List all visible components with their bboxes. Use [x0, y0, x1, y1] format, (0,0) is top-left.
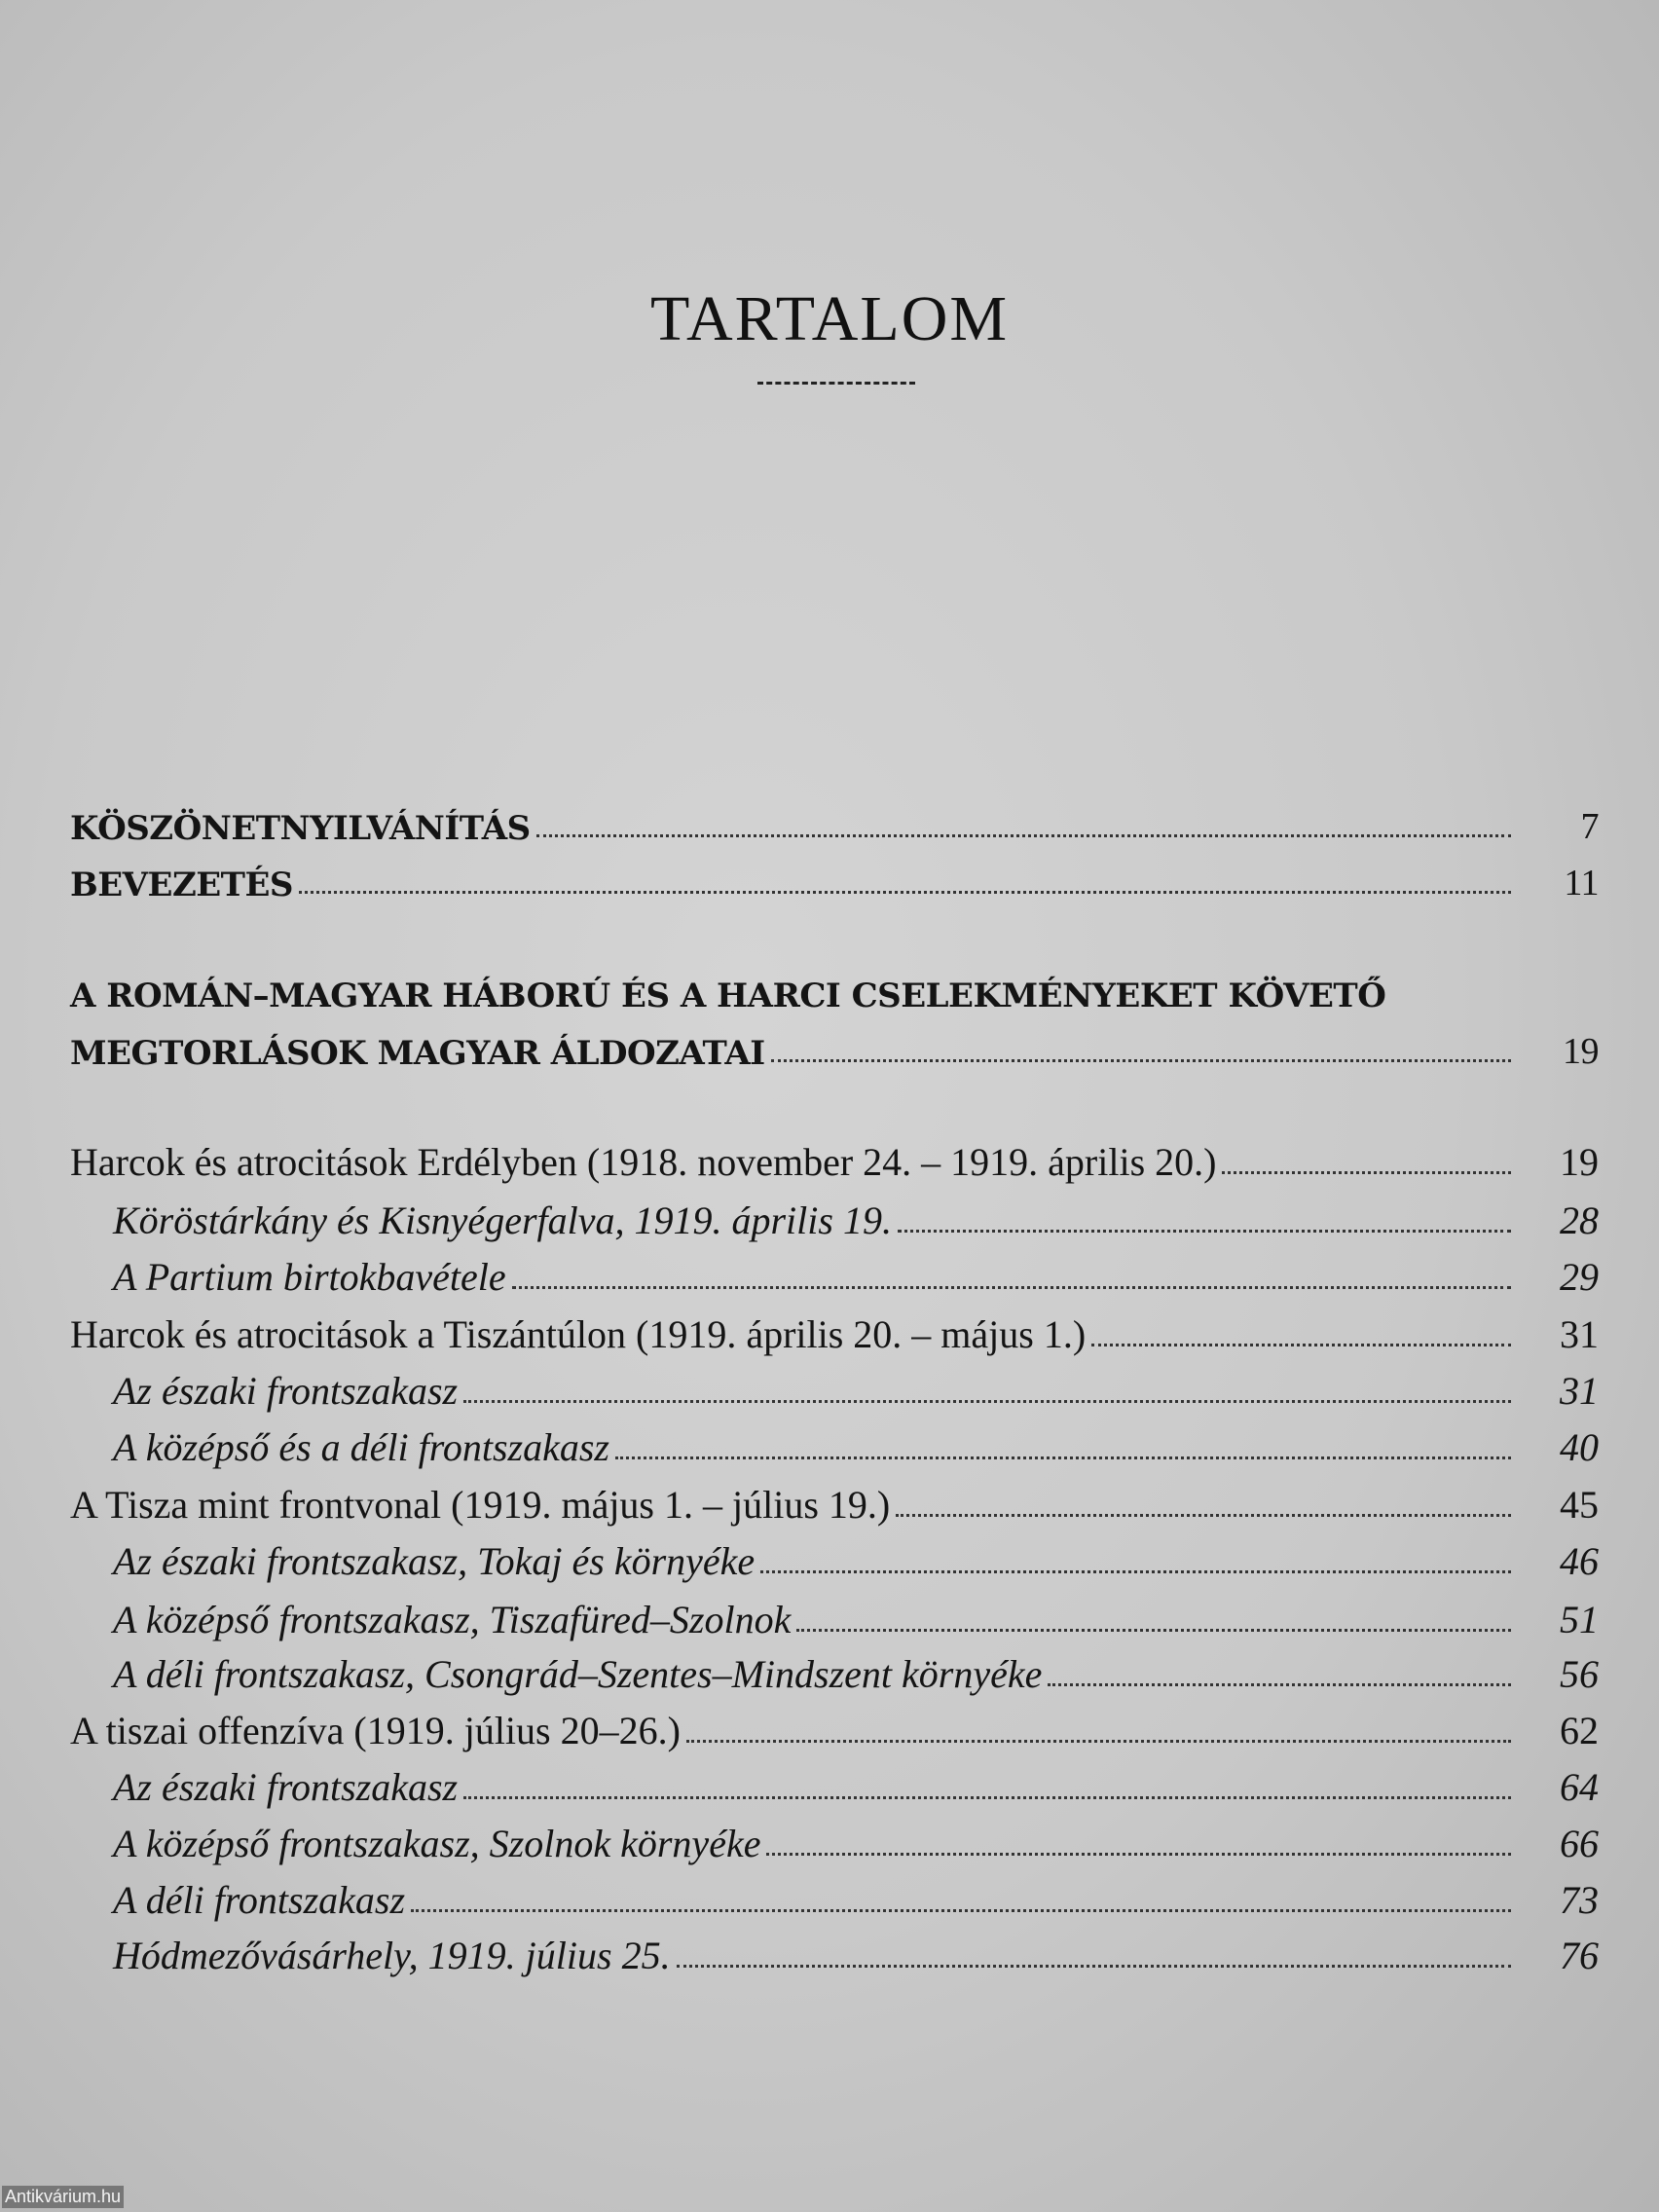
- toc-entry-page: 66: [1560, 1822, 1599, 1865]
- toc-entry-page: 19: [1563, 1031, 1599, 1072]
- dot-leader: [536, 834, 1511, 837]
- dot-leader: [512, 1286, 1511, 1289]
- toc-entry-title: A ROMÁN–MAGYAR HÁBORÚ ÉS A HARCI CSELEKMÉNYEKET KÖVETŐ: [70, 977, 1386, 1015]
- toc-entry: [70, 791, 1599, 848]
- toc-entry: [113, 1640, 1599, 1694]
- toc-entry: [113, 1865, 1599, 1920]
- toc-entry-page: 51: [1560, 1598, 1599, 1641]
- toc-entry-page: 46: [1560, 1539, 1599, 1583]
- toc-entry-page: 28: [1560, 1198, 1599, 1242]
- toc-entry-title: A déli frontszakasz: [113, 1878, 406, 1922]
- dot-leader: [1091, 1344, 1511, 1346]
- toc-entry-page: 73: [1560, 1878, 1599, 1922]
- toc-entry-title: Az északi frontszakasz: [113, 1369, 459, 1413]
- dot-leader: [463, 1796, 1511, 1799]
- dot-leader: [771, 1059, 1511, 1062]
- toc-entry: [70, 847, 1599, 902]
- toc-entry: [113, 1356, 1599, 1411]
- dot-leader: [1222, 1171, 1511, 1174]
- dot-leader: [615, 1456, 1511, 1459]
- toc-entry: [70, 1696, 1599, 1751]
- toc-entry-page: 11: [1564, 863, 1599, 903]
- dot-leader: [686, 1740, 1511, 1743]
- toc-entry-page: 64: [1560, 1765, 1599, 1809]
- dot-leader: [1048, 1683, 1511, 1686]
- toc-entry: [70, 1015, 1599, 1073]
- toc-entry-title: A középső és a déli frontszakasz: [113, 1425, 609, 1469]
- toc-entry: [70, 1127, 1599, 1182]
- page-title: TARTALOM: [649, 283, 1010, 354]
- toc-entry-page: 62: [1560, 1709, 1599, 1752]
- toc-entry-title: A középső frontszakasz, Tiszafüred–Szolnok: [113, 1598, 792, 1641]
- toc-entry-title: A középső frontszakasz, Szolnok környéke: [113, 1822, 761, 1865]
- toc-entry-title: A déli frontszakasz, Csongrád–Szentes–Mindszent környéke: [113, 1652, 1043, 1696]
- dot-leader: [463, 1400, 1511, 1403]
- toc-entry-page: 56: [1560, 1652, 1599, 1696]
- dot-leader: [796, 1629, 1511, 1632]
- dot-leader: [677, 1965, 1511, 1968]
- dot-leader: [896, 1514, 1511, 1517]
- toc-entry-title: Hódmezővásárhely, 1919. július 25.: [113, 1934, 671, 1977]
- toc-entry-title: BEVEZETÉS: [70, 866, 293, 904]
- toc-entry-title: KÖSZÖNETNYILVÁNÍTÁS: [70, 809, 531, 848]
- toc-entry: [113, 1585, 1599, 1640]
- toc-entry-title: Az északi frontszakasz, Tokaj és környéke: [113, 1539, 756, 1583]
- toc-entry-title: Az északi frontszakasz: [113, 1765, 459, 1809]
- dot-leader: [299, 891, 1511, 894]
- toc-entry: [113, 1921, 1599, 1975]
- toc-entry-page: 19: [1560, 1140, 1599, 1184]
- toc-entry-page: 45: [1560, 1483, 1599, 1527]
- watermark: Antikvárium.hu: [2, 2186, 124, 2208]
- toc-entry: [113, 1413, 1599, 1467]
- toc-entry-title: Harcok és atrocitások a Tiszántúlon (1919. április 20. – május 1.): [70, 1312, 1087, 1356]
- toc-entry-title: Köröstárkány és Kisnyégerfalva, 1919. április 19.: [113, 1198, 892, 1242]
- toc-entry-page: 40: [1560, 1425, 1599, 1469]
- toc-entry-title: A Tisza mint frontvonal (1919. május 1. – július 19.): [70, 1483, 891, 1527]
- toc-entry: [70, 958, 1599, 1013]
- dot-leader: [766, 1853, 1511, 1856]
- toc-entry-page: 76: [1560, 1934, 1599, 1977]
- title-divider: [757, 382, 915, 385]
- toc-entry-page: 7: [1580, 806, 1599, 847]
- toc-entry-page: 31: [1560, 1312, 1599, 1356]
- toc-entry: [70, 1300, 1599, 1354]
- toc-entry-title: MEGTORLÁSOK MAGYAR ÁLDOZATAI: [70, 1034, 765, 1073]
- toc-entry: [70, 1470, 1599, 1525]
- toc-entry-title: Harcok és atrocitások Erdélyben (1918. november 24. – 1919. április 20.): [70, 1140, 1217, 1184]
- toc-entry-page: 29: [1560, 1255, 1599, 1299]
- toc-entry: [113, 1527, 1599, 1581]
- dot-leader: [411, 1909, 1511, 1912]
- dot-leader: [760, 1570, 1511, 1573]
- toc-entry-title: A tiszai offenzíva (1919. július 20–26.): [70, 1709, 681, 1752]
- dot-leader: [898, 1230, 1511, 1233]
- toc-entry: [113, 1186, 1599, 1240]
- toc-entry: [113, 1752, 1599, 1807]
- toc-entry: [113, 1242, 1599, 1297]
- toc-entry: [113, 1809, 1599, 1863]
- toc-entry-title: A Partium birtokbavétele: [113, 1255, 506, 1299]
- toc-entry-page: 31: [1560, 1369, 1599, 1413]
